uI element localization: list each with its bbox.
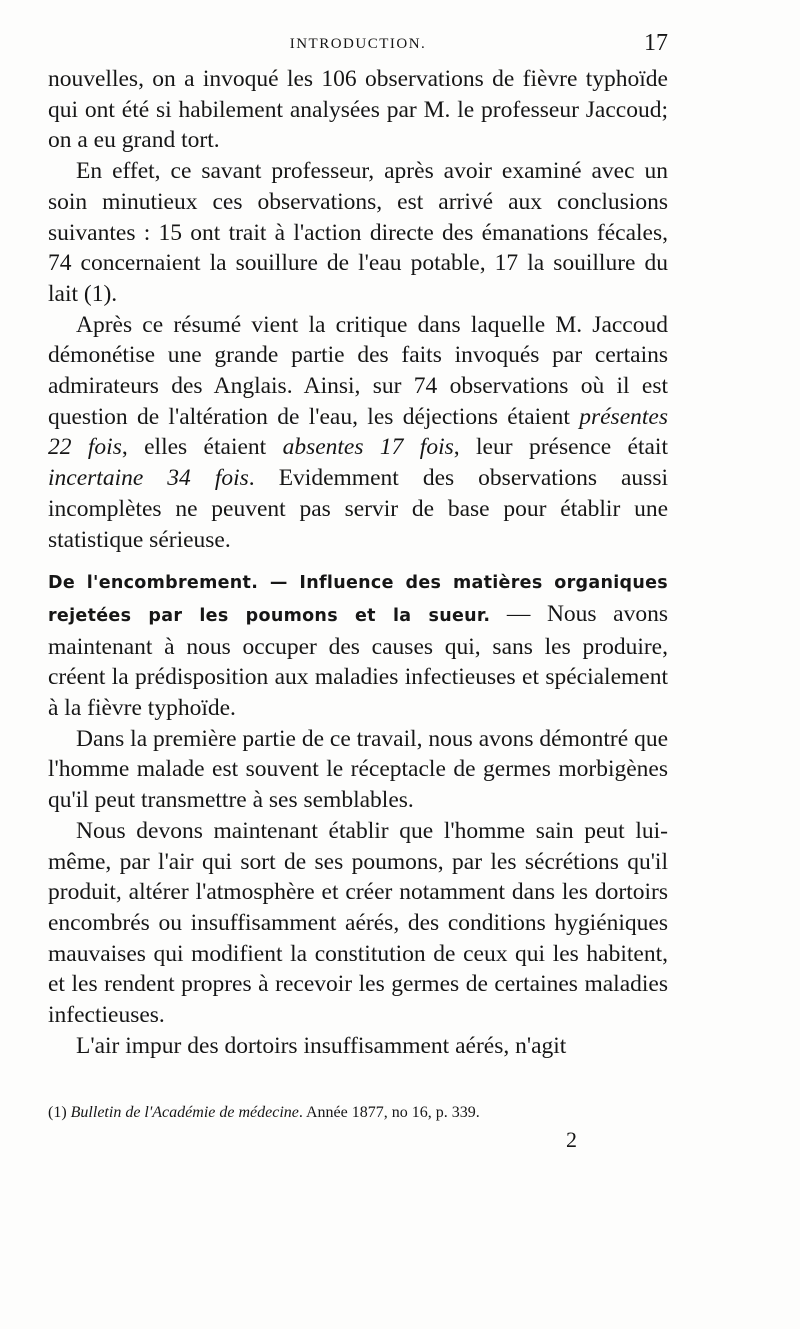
paragraph-continuation: nouvelles, on a invoqué les 106 observations de fièvre typhoïde qui ont été si habilement analysées par M. le professeur Jaccoud; on a eu grand tort. <box>48 66 668 154</box>
footnote <box>48 1103 668 1123</box>
paragraph-homme-malade: Dans la première partie de ce travail, nous avons démontré que l'homme malade est souvent le réceptacle de germes morbigènes qu'il peut transmettre à ses semblables. <box>48 725 668 814</box>
section-text: — Nous avons maintenant à nous occuper des causes qui, sans les produire, créent la prédisposition aux maladies infectieuses et spécialement à la fièvre typhoïde. <box>48 600 668 722</box>
critique-text-3: , leur présence était <box>453 434 668 461</box>
page-number: 17 <box>644 30 668 56</box>
running-head <box>48 30 668 58</box>
critique-emphasis-present: présentes 22 fois <box>48 403 668 461</box>
section-heading: De l'encombrement. — Influence des matières organiques rejetées par les poumons et la sueur. <box>48 573 668 626</box>
body-text <box>48 64 668 1062</box>
signature-mark: 2 <box>566 1127 577 1152</box>
critique-emphasis-absent: absentes 17 fois <box>282 434 454 461</box>
paragraph-encombrement <box>48 566 668 724</box>
paragraph-jaccoud-conclusions: En effet, ce savant professeur, après avoir examiné avec un soin minutieux ces observations, est arrivé aux conclusions suivantes : 15 ont trait à l'action directe des émanations fécales, 74 concernaient la souillure de l'eau potable, 17 la souillure du lait (1). <box>48 158 668 307</box>
footnote-marker: (1) <box>48 1104 71 1121</box>
paragraph-air-impur: L'air impur des dortoirs insuffisamment aérés, n'agit <box>76 1032 567 1059</box>
footnote-reference: . Année 1877, no 16, p. 339. <box>298 1104 480 1121</box>
critique-text-4: . Evidemment des observations aussi incomplètes ne peuvent pas servir de base pour établir une statistique sérieuse. <box>48 465 668 553</box>
critique-text-1: Après ce résumé vient la critique dans laquelle M. Jaccoud démonétise une grande partie des faits invoqués par certains admirateurs des Anglais. Ainsi, sur 74 observations où il est question de l'altération de l'eau, les déjections étaient <box>48 311 668 430</box>
paragraph-homme-sain: Nous devons maintenant établir que l'homme sain peut lui-même, par l'air qui sort de ses poumons, par les sécrétions qu'il produit, altérer l'atmosphère et créer notamment dans les dortoirs encombrés ou insuffisamment aérés, des conditions hygiéniques mauvaises qui modifient la constitution de ceux qui les habitent, et les rendent propres à recevoir les germes de certaines maladies infectieuses. <box>48 817 668 1029</box>
paragraph-critique <box>48 310 668 556</box>
critique-text-2: , elles étaient <box>121 434 283 461</box>
running-title: INTRODUCTION. <box>289 36 427 52</box>
critique-emphasis-uncertain: incertaine 34 fois <box>48 465 249 492</box>
footnote-title: Bulletin de l'Académie de médecine <box>70 1104 299 1121</box>
